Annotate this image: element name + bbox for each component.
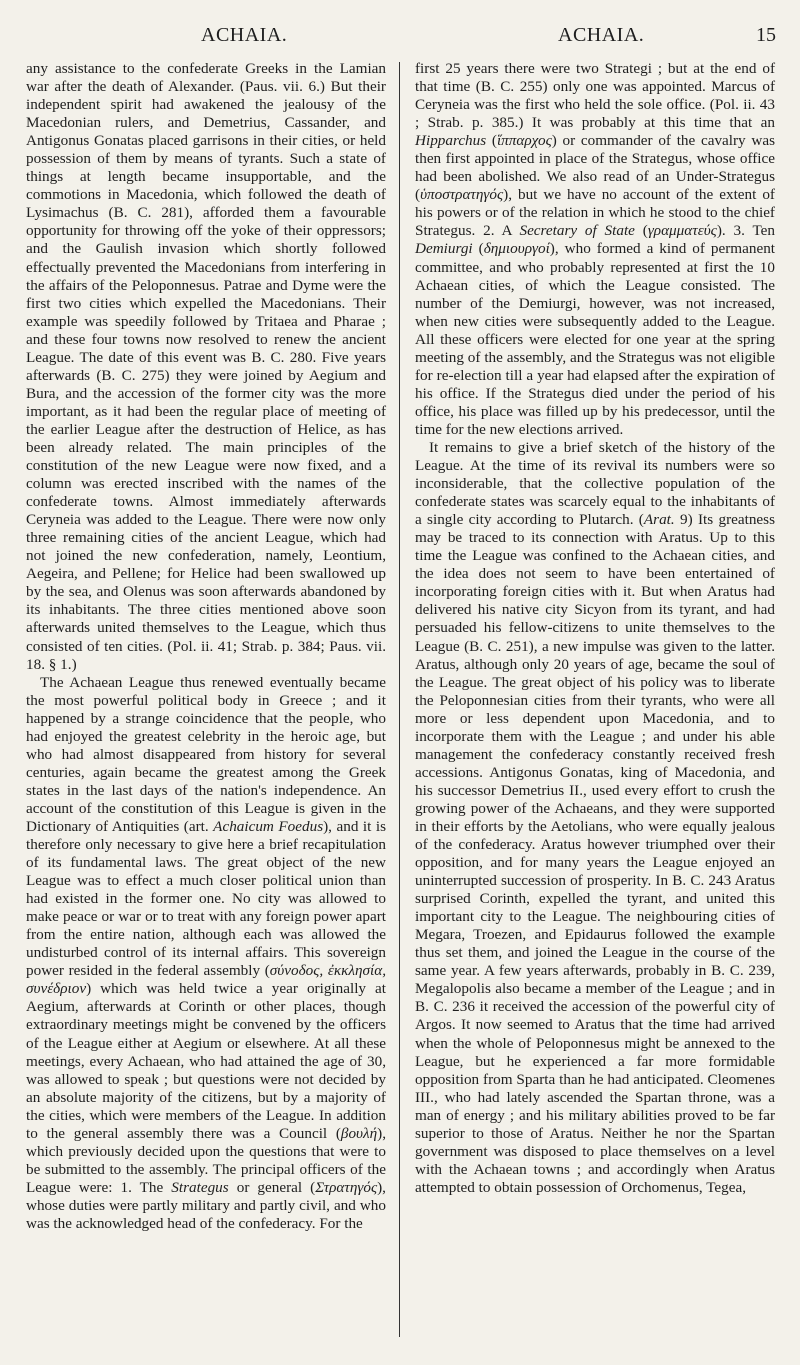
left-p2-greek-assembly: σύνοδος, ἐκκλησία, συνέδριον (26, 962, 386, 998)
right-p1-text-a: first 25 years there were two Strategi ; but at the end of that time (B. C. 255) only one was appointed. Marcus of Ceryneia was the first who held the sole office. (Pol. ii. 43 ; Strab. p. 385.) It was probably at this time that an (415, 60, 775, 132)
left-column (26, 60, 386, 1233)
left-p2-italic-strategus: Strategus (171, 1178, 229, 1196)
column-divider (399, 62, 400, 1337)
right-column (415, 60, 775, 1197)
right-p1-text-b: ( (486, 132, 497, 150)
right-p1-text-f: ). 3. Ten (716, 222, 776, 240)
right-paragraph-1 (415, 60, 775, 439)
left-p2-text-b: ), and it is therefore only necessary to give here a brief recapitulation of its fundamental laws. The great object of the new League was to effect a much closer political union than had existed in the former one. No city was allowed to make peace or war or to treat with any foreign power apart from the entire nation, although each was allowed the undisturbed control of its internal affairs. This sovereign power resided in the federal assembly ( (26, 817, 387, 980)
left-p2-text-c: ) which was held twice a year originally at Aegium, afterwards at Corinth or other places, though extraordinary meetings might be convened by the officers of the League either at Aegium or elsewhere. At all these meetings, every Achaean, who had attained the age of 30, was allowed to speak ; but questions were not decided by an absolute majority of the citizens, but by a majority of the cities, which were members of the League. In addition to the general assembly there was a Council ( (26, 980, 386, 1142)
right-paragraph-2 (415, 439, 775, 1197)
right-p1-italic-hipparchus: Hipparchus (415, 132, 487, 150)
right-p1-text-e: ( (634, 222, 648, 240)
right-p2-text-b: 9) Its greatness may be traced to its connection with Aratus. Up to this time the League was confined to the Achaean cities, and the idea does not seem to have been entertained of incorporating foreign cities with it. But when Aratus had delivered his native city Sicyon from its tyrant, and had persuaded his fellow-citizens to unite themselves to the League (B. C. 251), a new impulse was given to the latter. Aratus, although only 20 years of age, became the soul of the League. The great object of his policy was to liberate the Peloponnesian cities from their tyrants, who were all more or less dependent upon Macedonia, and to incorporate them with the League ; and under his able management the confederacy constantly received fresh accessions. Antigonus Gonatas, king of Macedonia, and his successor Demetrius II., used every effort to crush the growing power of the Achaeans, and they were supported in their efforts by the Aetolians, who were equally jealous of the confederacy. Aratus however triumphed over their opposition, and for many years the League enjoyed an uninterrupted succession of prosperity. In B. C. 243 Aratus surprised Corinth, expelled the tyrant, and united this important city to the League. The neighbouring cities of Megara, Troezen, and Epidaurus followed the example thus set them, and joined the League in the course of the same year. A few years afterwards, probably in B. C. 239, Megalopolis also became a member of the League ; and in B. C. 236 it received the accession of the powerful city of Argos. It now seemed to Aratus that the time had arrived when the whole of Peloponnesus might be annexed to the League, but he experienced a far more formidable opposition from Sparta than he had anticipated. Cleomenes III., who had lately ascended the Spartan throne, was a man of energy ; and his military abilities proved to be far superior to those of Aratus. Neither he nor the Spartan government was disposed to place themselves on a level with the Achaean towns ; and accordingly when Aratus attempted to obtain possession of Orchomenus, Tegea, (415, 511, 775, 1196)
right-p1-text-c: ) or commander of the cavalry was then first appointed in place of the Strategus, whose office had been abolished. We also read of an Under-Strategus ( (415, 132, 775, 204)
right-running-title: ACHAIA. (558, 24, 645, 46)
left-p2-italic-achaicum: Achaicum Foedus (213, 817, 324, 835)
left-paragraph-2 (26, 674, 386, 1233)
right-p1-greek-hypostrategos: ὑποστρατηγός (420, 186, 504, 204)
left-p2-greek-boule: βουλή (340, 1124, 378, 1142)
right-p2-italic-arat: Arat. (643, 511, 675, 529)
left-p2-greek-strategos: Στρατηγός (315, 1178, 378, 1196)
right-p1-italic-secretary: Secretary of State (519, 222, 635, 240)
right-p1-text-d: ), but we have no account of the extent of his powers or of the relation in which he stood to the chief Strategus. 2. A (415, 186, 775, 240)
left-p2-text-a: The Achaean League thus renewed eventually became the most powerful political body in Greece ; and it happened by a strange coincidence that the people, who had enjoyed the greatest celebrity in the heroic age, but who had almost disappeared from history for several centuries, again became the greatest among the Greek states in the last days of the nation's independence. An account of the constitution of this League is given in the Dictionary of Antiquities (art. (26, 673, 386, 835)
left-p2-text-f: ), whose duties were partly military and partly civil, and who was the acknowledged head of the confederacy. For the (26, 1178, 386, 1232)
right-p1-text-g: ( (472, 240, 484, 258)
right-p1-italic-demiurgi: Demiurgi (415, 240, 473, 258)
left-running-title: ACHAIA. (201, 24, 288, 46)
left-p2-text-d: ), which previously decided upon the questions that were to be submitted to the assembly. The principal officers of the League were: 1. The (26, 1124, 386, 1196)
running-header (26, 24, 776, 54)
page-number: 15 (756, 24, 776, 46)
right-p1-greek-hipparchos: ἵππαρχος (496, 132, 552, 150)
right-p2-text-a: It remains to give a brief sketch of the history of the League. At the time of its revival its numbers were so inconsiderable, that the collective population of the confederate states was scarcely equal to the inhabitants of a single city according to Plutarch. ( (415, 438, 775, 529)
left-paragraph-1: any assistance to the confederate Greeks in the Lamian war after the death of Alexander. (Paus. vii. 6.) But their independent spirit had awakened the jealousy of the Macedonian rulers, and Demetrius, Cassander, and Antigonus Gonatas placed garrisons in their cities, or held possession of them by means of tyrants. Such a state of things at length became insupportable, and the commotions in Macedonia, which followed the death of Lysimachus (B. C. 281), afforded them a favourable opportunity for throwing off the yoke of their oppressors; and the Gaulish invasion which shortly followed effectually prevented the Macedonians from interfering in the affairs of the Peloponnesus. Patrae and Dyme were the first two cities which expelled the Macedonians. Their example was speedily followed by Tritaea and Pharae ; and these four towns now resolved to renew the ancient League. The date of this event was B. C. 280. Five years afterwards (B. C. 275) they were joined by Aegium and Bura, and the accession of the former city was the more important, as it had been the regular place of meeting of the earlier League after the destruction of Helice, as has been already related. The main principles of the constitution of the new League were now fixed, and a column was erected inscribed with the names of the confederate towns. Almost immediately afterwards Ceryneia was added to the League. There were now only three remaining cities of the ancient League, which had not joined the new confederation, namely, Leontium, Aegeira, and Pellene; for Helice had been swallowed up by the sea, and Olenus was soon afterwards abandoned by its inhabitants. The three cities mentioned above soon afterwards united themselves to the League, which thus consisted of ten cities. (Pol. ii. 41; Strab. p. 384; Paus. vii. 18. § 1.) (26, 60, 386, 673)
right-p1-greek-demiourgoi: δημιουργοί (483, 240, 550, 258)
right-p1-greek-grammateus: γραμματεύς (647, 222, 717, 240)
left-p2-text-e: or general ( (228, 1178, 316, 1196)
right-p1-text-h: ), who formed a kind of permanent committee, and who probably represented at first the 10 Achaean cities, of which the League consisted. The number of the Demiurgi, however, was not increased, when new cities were subsequently added to the League. All these officers were elected for one year at the spring meeting of the assembly, and the Strategus was not eligible for re-election till a year had elapsed after the expiration of his office. If the Strategus died under the period of his office, his place was filled up by his predecessor, until the time for the new elections arrived. (415, 240, 776, 438)
